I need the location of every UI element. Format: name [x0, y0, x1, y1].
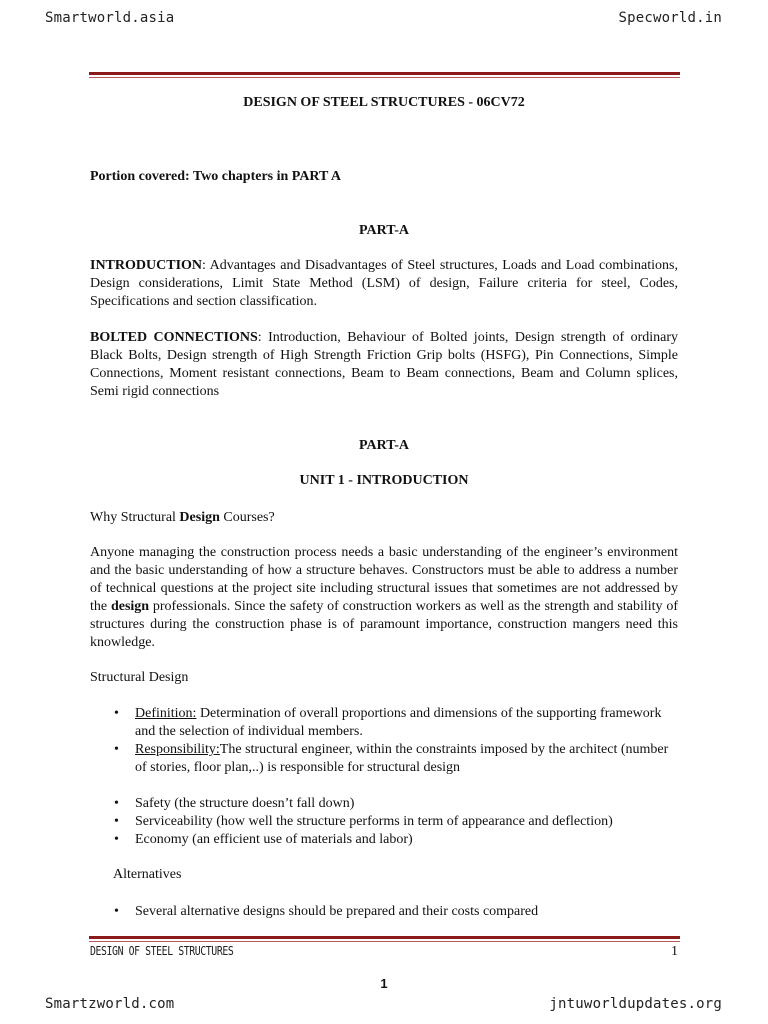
bullet-text: The structural engineer, within the constraints imposed by the architect (number of stories, floor plan,..) is responsible for structural design: [135, 742, 669, 775]
watermark-top-right: Specworld.in: [618, 10, 722, 26]
alternatives-bullets: [112, 903, 672, 921]
para-post: professionals. Since the safety of construction workers as well as the strength and stability of structures during the construction phase is of paramount importance, construction mangers need this knowledge.: [90, 599, 678, 650]
bolted-connections-heading: BOLTED CONNECTIONS: [90, 330, 258, 345]
para-pre: Anyone managing the construction process needs a basic understanding of the engineer’s environment and the basic understanding of how a structure behaves. Constructors must be able to address a number of technical questions at the project site including structural issues that sometimes are not addressed by the: [90, 545, 678, 614]
header-rule: [89, 72, 680, 78]
watermark-top-left: Smartworld.asia: [45, 10, 175, 26]
bullet-label: Definition:: [135, 706, 197, 721]
footer-rule: [89, 936, 680, 942]
list-item: • Safety (the structure doesn’t fall down): [112, 795, 672, 813]
unit-title: UNIT 1 - INTRODUCTION: [299, 473, 469, 488]
list-item: [112, 741, 672, 777]
list-item: • Serviceability (how well the structure performs in term of appearance and deflection): [112, 813, 672, 831]
page-number: 1: [380, 976, 388, 991]
list-item: • Economy (an efficient use of materials and labor): [112, 831, 672, 849]
why-structural-design: [90, 509, 678, 527]
bullet-text: Determination of overall proportions and dimensions of the supporting framework and the selection of individual members.: [135, 706, 662, 739]
why-pre: Why Structural: [90, 510, 180, 525]
body-paragraph: [90, 544, 678, 652]
part-a-heading-2: PART-A: [358, 438, 410, 453]
definition-bullets: [112, 705, 672, 777]
introduction-heading: INTRODUCTION: [90, 258, 203, 273]
para-bold: design: [110, 599, 150, 614]
list-item: • Several alternative designs should be prepared and their costs compared: [112, 903, 672, 921]
introduction-text: : Advantages and Disadvantages of Steel structures, Loads and Load combinations, Design considerations, Limit State Method (LSM) of design, Failure criteria for steel, Codes, Specifications and section classification.: [90, 258, 678, 309]
footer-page-number: 1: [671, 944, 678, 959]
why-post: Courses?: [219, 510, 275, 525]
list-item: [112, 705, 672, 741]
alternatives-label: Alternatives: [113, 867, 182, 882]
watermark-bottom-right: jntuworldupdates.org: [549, 996, 722, 1012]
footer-title: DESIGN OF STEEL STRUCTURES: [90, 944, 234, 958]
bullet-label: Responsibility:: [135, 742, 220, 757]
bolted-connections-paragraph: [90, 329, 678, 401]
portion-covered: Portion covered: Two chapters in PART A: [90, 169, 341, 184]
bolted-connections-text: : Introduction, Behaviour of Bolted joints, Design strength of ordinary Black Bolts, Design strength of High Strength Friction Grip bolts (HSFG), Pin Connections, Simple Connections, Moment resistant connections, Beam to Beam connections, Beam and Column splices, Semi rigid connections: [90, 330, 678, 399]
watermark-bottom-left: Smartzworld.com: [45, 996, 175, 1012]
document-title: DESIGN OF STEEL STRUCTURES - 06CV72: [243, 95, 525, 110]
structural-design-label: Structural Design: [90, 670, 189, 685]
part-a-heading-1: PART-A: [358, 223, 410, 238]
introduction-paragraph: [90, 257, 678, 311]
criteria-bullets: [112, 795, 672, 849]
why-bold: Design: [179, 510, 220, 525]
